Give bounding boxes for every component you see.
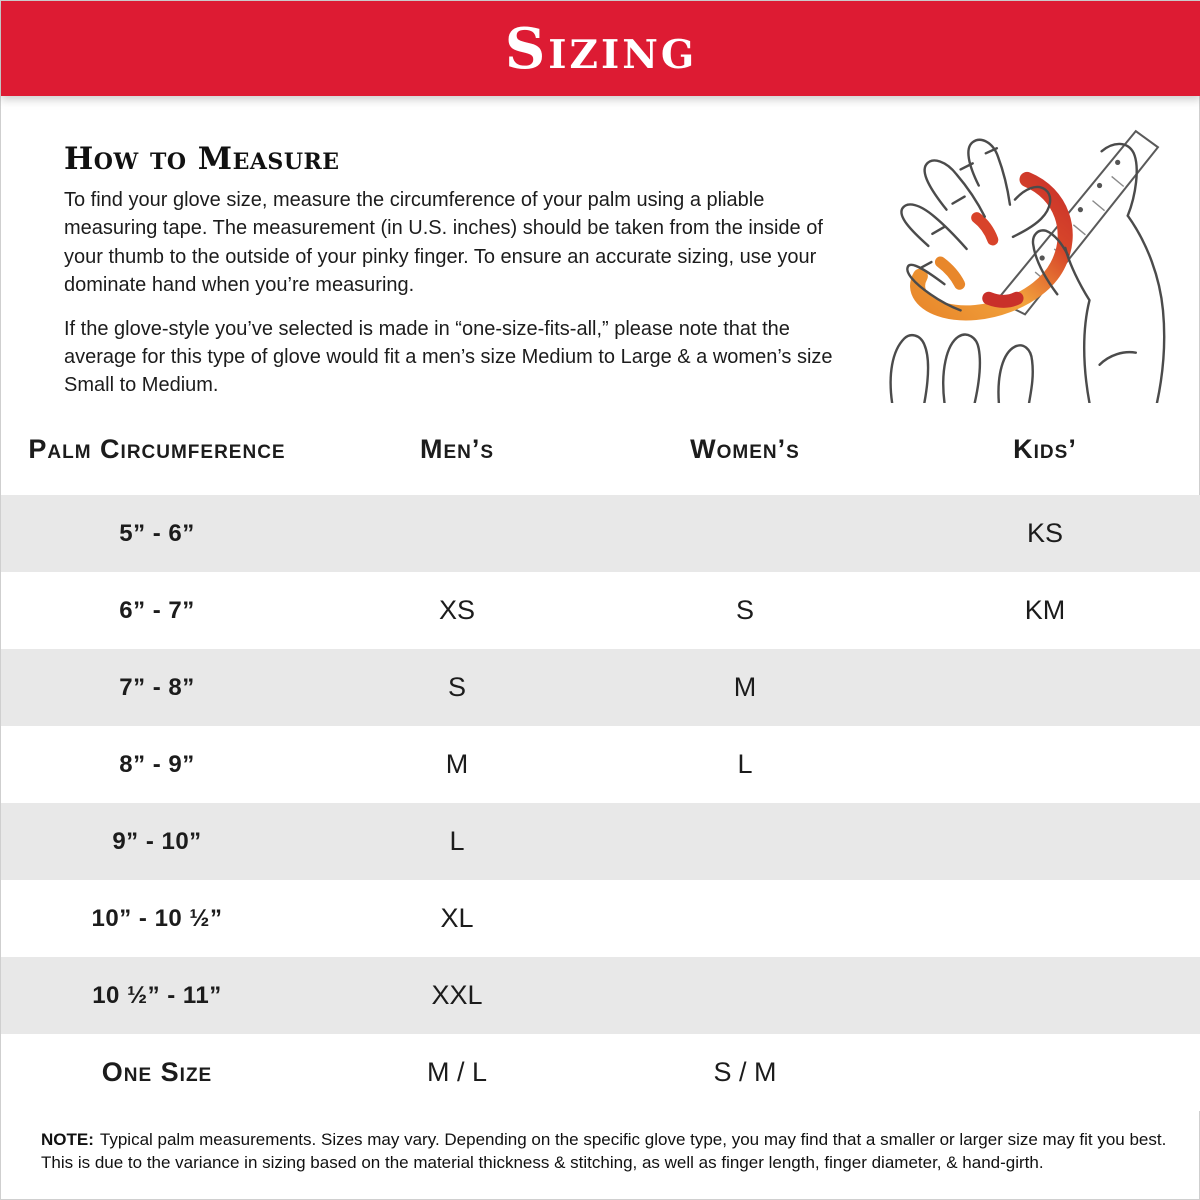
col-header-kids: Kids’ xyxy=(1013,433,1077,464)
table-row xyxy=(1,726,1200,803)
table-row xyxy=(1,957,1200,1034)
palm-range-cell: 9” - 10” xyxy=(112,827,202,855)
measure-paragraph-1: To find your glove size, measure the circumference of your palm using a pliable measuring tape. The measurement (in U.S. inches) should be taken from the inside of your thumb to the outside of your pinky finger. To ensure an accurate sizing, use your dominate hand when you’re measuring. xyxy=(64,189,823,297)
palm-range-cell: 8” - 9” xyxy=(119,750,195,778)
palm-range-cell: 5” - 6” xyxy=(119,519,195,547)
col-header-mens: Men’s xyxy=(419,433,495,464)
table-row xyxy=(1,649,1200,726)
how-to-measure-heading: How to Measure xyxy=(64,141,340,177)
womens-size-cell: S / M xyxy=(713,1057,777,1087)
footnote xyxy=(41,1129,1171,1175)
mens-size-cell: XL xyxy=(440,903,474,933)
table-row xyxy=(1,803,1200,880)
mens-size-cell: XXL xyxy=(431,980,483,1010)
hand-measurement-illustration xyxy=(847,111,1191,403)
table-row xyxy=(1,1034,1200,1111)
table-row xyxy=(1,495,1200,572)
palm-range-cell: 10” - 10 ½” xyxy=(91,904,223,932)
page-title: Sizing xyxy=(504,15,698,82)
palm-range-cell: One Size xyxy=(101,1057,213,1087)
mens-size-cell: XS xyxy=(438,595,476,625)
col-header-womens: Women’s xyxy=(690,433,800,464)
hand-measurement-drawing xyxy=(847,111,1191,403)
kids-size-cell: KS xyxy=(1026,518,1064,548)
footnote-label: NOTE: xyxy=(41,1130,94,1149)
mens-size-cell: S xyxy=(447,672,466,702)
measure-paragraph-2: If the glove-style you’ve selected is made in “one-size-fits-all,” please note that the average for this type of glove would fit a men’s size Medium to Large & a women’s size Small to Medium. xyxy=(64,317,833,397)
mens-size-cell: M xyxy=(445,749,469,779)
size-table xyxy=(1,403,1200,1111)
footnote-text: Typical palm measurements. Sizes may vary. Depending on the specific glove type, you may find that a smaller or larger size may fit you best. This is due to the variance in sizing based on the material thickness & stitching, as well as finger length, finger diameter, & hand-girth. xyxy=(41,1130,1167,1172)
table-row xyxy=(1,880,1200,957)
mens-size-cell: M / L xyxy=(426,1057,487,1087)
palm-range-cell: 7” - 8” xyxy=(119,673,195,701)
palm-range-cell: 10 ½” - 11” xyxy=(92,981,222,1009)
table-body xyxy=(1,495,1200,1111)
womens-size-cell: M xyxy=(733,672,757,702)
col-header-palm-circumference: Palm Circumference xyxy=(28,433,286,464)
header-banner xyxy=(1,1,1200,96)
how-to-measure-section xyxy=(64,141,846,415)
mens-size-cell: L xyxy=(449,826,465,856)
palm-range-cell: 6” - 7” xyxy=(119,596,195,624)
womens-size-cell: L xyxy=(737,749,753,779)
table-header-row xyxy=(1,403,1200,495)
kids-size-cell: KM xyxy=(1024,595,1066,625)
table-row xyxy=(1,572,1200,649)
womens-size-cell: S xyxy=(735,595,754,625)
